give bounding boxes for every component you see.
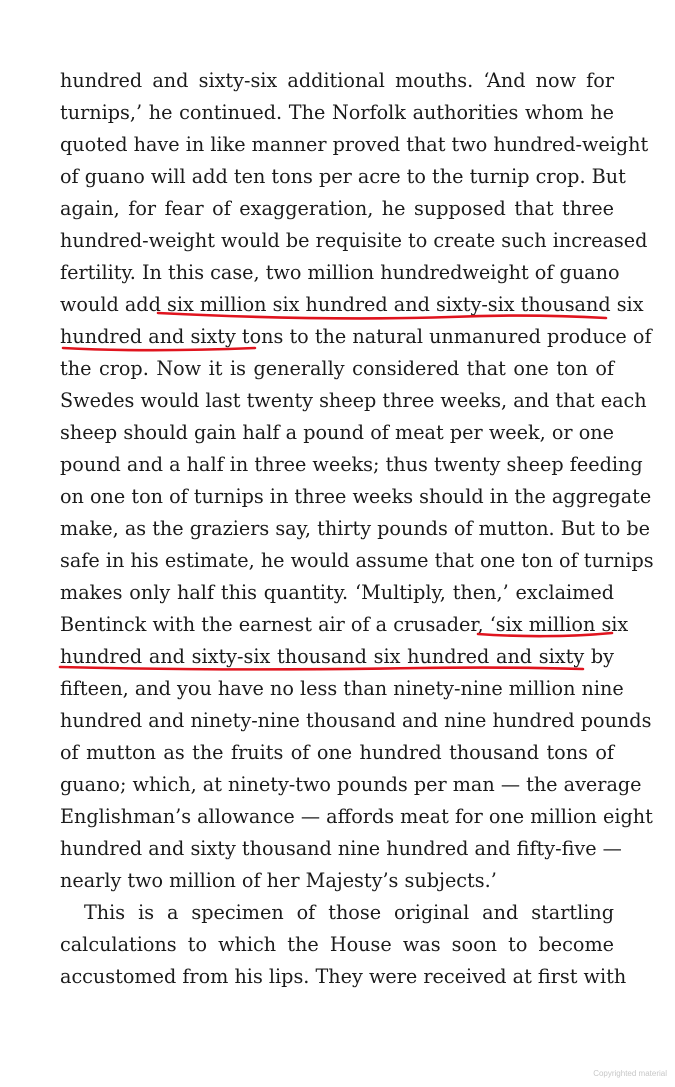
- plain-text: Bentinck with the earnest air of a crusader,: [60, 613, 490, 636]
- underlined-phrase: six million six hundred and sixty-six thousand six: [166, 293, 644, 316]
- text-line-16: safe in his estimate, he would assume that one ton of turnips: [60, 549, 654, 572]
- copyright-footer: Copyrighted material: [593, 1069, 667, 1078]
- text-line-13: pound and a half in three weeks; thus twenty sheep feeding: [60, 453, 643, 476]
- text-line-17: makes only half this quantity. ‘Multiply, then,’ exclaimed: [60, 581, 614, 604]
- text-line-1: hundred and sixty-six additional mouths. ‘And now for: [60, 69, 614, 92]
- text-line-15: make, as the graziers say, thirty pounds of mutton. But to be: [60, 517, 651, 540]
- text-line-6: hundred-weight would be requisite to create such increased: [60, 229, 648, 252]
- plain-text: would add: [60, 293, 167, 316]
- text-line-20: fifteen, and you have no less than ninety-nine million nine: [60, 677, 624, 700]
- text-line-27: This is a specimen of those original and startling: [84, 901, 614, 924]
- underlined-phrase: hundred and sixty tons: [60, 325, 284, 348]
- text-line-19: [60, 641, 614, 673]
- text-line-3: quoted have in like manner proved that two hundred-weight: [60, 133, 649, 156]
- text-line-24: Englishman’s allowance — affords meat for one million eight: [60, 805, 653, 828]
- text-line-21: hundred and ninety-nine thousand and nine hundred pounds: [60, 709, 652, 732]
- text-line-10: the crop. Now it is generally considered that one ton of: [60, 357, 614, 380]
- plain-text: to the natural unmanured produce of: [283, 325, 652, 348]
- text-line-18: [60, 609, 629, 641]
- text-line-28: calculations to which the House was soon to become: [60, 933, 614, 956]
- text-line-9: [60, 321, 652, 353]
- text-line-22: of mutton as the fruits of one hundred thousand tons of: [60, 741, 614, 764]
- text-line-12: sheep should gain half a pound of meat per week, or one: [60, 421, 614, 444]
- text-line-29: accustomed from his lips. They were received at first with: [60, 965, 627, 988]
- text-line-2: turnips,’ he continued. The Norfolk authorities whom he: [60, 101, 614, 124]
- text-line-11: Swedes would last twenty sheep three weeks, and that each: [60, 389, 647, 412]
- text-line-8: [60, 289, 644, 321]
- text-line-5: again, for fear of exaggeration, he supposed that three: [60, 197, 614, 220]
- text-line-26: nearly two million of her Majesty’s subjects.’: [60, 869, 497, 892]
- text-line-7: fertility. In this case, two million hundredweight of guano: [60, 261, 620, 284]
- plain-text: by: [584, 645, 614, 668]
- text-line-23: guano; which, at ninety-two pounds per man — the average: [60, 773, 642, 796]
- underlined-phrase: hundred and sixty-six thousand six hundred and sixty: [60, 645, 585, 668]
- underlined-phrase: ‘six million six: [489, 613, 629, 636]
- text-line-4: of guano will add ten tons per acre to the turnip crop. But: [60, 165, 626, 188]
- text-line-25: hundred and sixty thousand nine hundred and fifty-five —: [60, 837, 622, 860]
- text-line-14: on one ton of turnips in three weeks should in the aggregate: [60, 485, 652, 508]
